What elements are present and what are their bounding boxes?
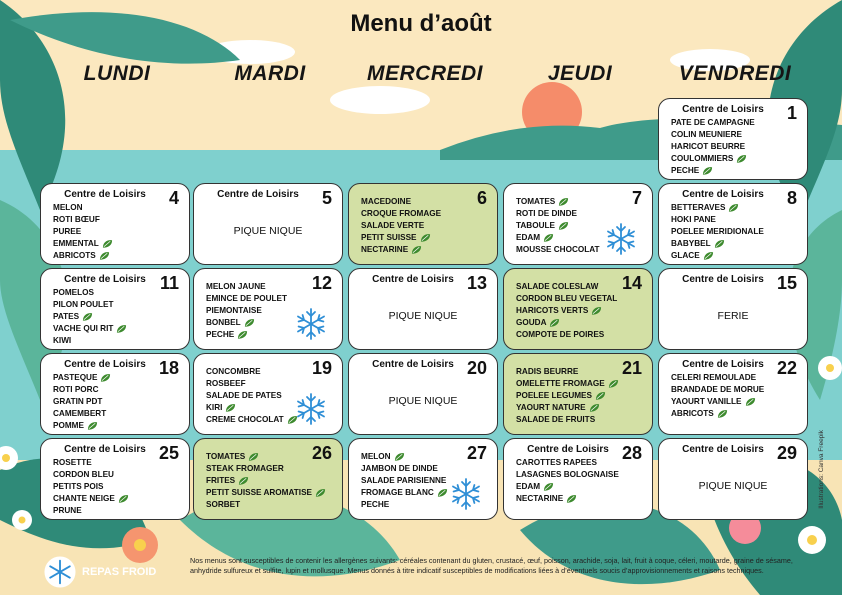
snowflake-icon: [604, 222, 638, 256]
day-card-11: [40, 268, 190, 350]
menu-item: [206, 402, 298, 414]
menu-item: [206, 305, 287, 317]
leaf-icon: [566, 494, 577, 504]
menu-item-text: SALADE DE FRUITS: [516, 415, 596, 424]
menu-list: [361, 196, 441, 256]
menu-item: [206, 499, 326, 511]
menu-item-text: SALADE VERTE: [361, 221, 425, 230]
menu-item-text: PECHE: [206, 330, 235, 339]
menu-item-text: MOUSSE CHOCOLAT: [516, 245, 600, 254]
day-number: 7: [631, 188, 642, 208]
day-header-tuesday: MARDI: [234, 62, 306, 85]
leaf-icon: [589, 403, 600, 413]
menu-item: [516, 329, 617, 341]
centre-de-loisirs-label: Centre de Loisirs: [372, 359, 454, 370]
special-label: PIQUE NIQUE: [388, 395, 458, 407]
menu-list: [516, 366, 619, 426]
menu-item: [671, 153, 755, 165]
menu-list: [516, 281, 617, 341]
menu-item-text: PECHE: [671, 166, 700, 175]
menu-item-text: CORDON BLEU: [53, 470, 114, 479]
menu-item-text: OMELETTE FROMAGE: [516, 379, 605, 388]
menu-item: [53, 408, 111, 420]
menu-item-text: CREME CHOCOLAT: [206, 415, 284, 424]
day-number: 4: [168, 188, 179, 208]
leaf-icon: [608, 379, 619, 389]
menu-item: [516, 208, 600, 220]
menu-item: [53, 226, 113, 238]
menu-item-text: PASTEQUE: [53, 373, 98, 382]
leaf-icon: [543, 482, 554, 492]
menu-item-text: CHANTE NEIGE: [53, 494, 115, 503]
menu-item-text: EDAM: [516, 482, 541, 491]
day-card-21: [503, 353, 653, 435]
menu-item-text: EMMENTAL: [53, 239, 99, 248]
leaf-icon: [99, 251, 110, 261]
leaf-icon: [703, 251, 714, 261]
menu-item: [516, 317, 617, 329]
leaf-icon: [728, 203, 739, 213]
menu-item-text: PILON POULET: [53, 300, 114, 309]
menu-item-text: HOKI PANE: [671, 215, 716, 224]
centre-de-loisirs-label: Centre de Loisirs: [64, 444, 146, 455]
menu-item-text: JAMBON DE DINDE: [361, 464, 438, 473]
leaf-icon: [558, 197, 569, 207]
menu-item: [516, 469, 619, 481]
menu-item-text: COMPOTE DE POIRES: [516, 330, 605, 339]
menu-item-text: COLIN MEUNIERE: [671, 130, 742, 139]
menu-item-text: PETITS POIS: [53, 482, 104, 491]
menu-item-text: ROTI BŒUF: [53, 215, 100, 224]
day-number: 25: [158, 443, 179, 463]
menu-item-text: MACEDOINE: [361, 197, 412, 206]
menu-item: [206, 414, 298, 426]
centre-de-loisirs-label: Centre de Loisirs: [64, 189, 146, 200]
day-number: 12: [311, 273, 332, 293]
menu-item-text: PETIT SUISSE: [361, 233, 417, 242]
menu-item-text: FROMAGE BLANC: [361, 488, 434, 497]
day-card-8: [658, 183, 808, 265]
legend-label: REPAS FROID: [82, 566, 157, 578]
snowflake-icon: [294, 307, 328, 341]
menu-item: [361, 244, 441, 256]
day-number: 27: [466, 443, 487, 463]
menu-item: [53, 202, 113, 214]
menu-item-text: RADIS BEURRE: [516, 367, 579, 376]
menu-list: [516, 196, 600, 256]
day-number: 13: [466, 273, 487, 293]
day-number: 18: [158, 358, 179, 378]
day-card-20: [348, 353, 498, 435]
menu-item: [671, 214, 764, 226]
menu-list: [361, 451, 448, 511]
day-card-22: [658, 353, 808, 435]
menu-item: [671, 384, 764, 396]
leaf-icon: [225, 403, 236, 413]
menu-item-text: CAROTTES RAPEES: [516, 458, 597, 467]
centre-de-loisirs-label: Centre de Loisirs: [682, 189, 764, 200]
menu-item: [53, 323, 127, 335]
menu-item: [53, 420, 111, 432]
menu-list: [53, 457, 129, 517]
menu-item-text: EDAM: [516, 233, 541, 242]
leaf-icon: [595, 391, 606, 401]
day-card-12: [193, 268, 343, 350]
menu-item: [206, 390, 298, 402]
menu-item: [516, 481, 619, 493]
menu-list: [671, 202, 764, 262]
legend: [44, 556, 156, 588]
centre-de-loisirs-label: Centre de Loisirs: [682, 274, 764, 285]
day-number: 14: [621, 273, 642, 293]
snowflake-icon: [44, 556, 76, 588]
menu-item-text: STEAK FROMAGER: [206, 464, 284, 473]
menu-item: [516, 366, 619, 378]
menu-item-text: NECTARINE: [516, 494, 564, 503]
menu-item: [206, 366, 298, 378]
menu-item-text: ROTI PORC: [53, 385, 99, 394]
menu-item-text: MELON: [53, 203, 83, 212]
menu-item-text: KIRI: [206, 403, 223, 412]
menu-item-text: YAOURT VANILLE: [671, 397, 742, 406]
leaf-icon: [714, 239, 725, 249]
menu-item: [671, 226, 764, 238]
menu-list: [53, 202, 113, 262]
day-number: 20: [466, 358, 487, 378]
menu-item: [516, 402, 619, 414]
centre-de-loisirs-label: Centre de Loisirs: [64, 274, 146, 285]
special-label: PIQUE NIQUE: [388, 310, 458, 322]
leaf-icon: [543, 233, 554, 243]
page-title: Menu d’août: [350, 10, 492, 37]
menu-item: [516, 232, 600, 244]
menu-item: [671, 165, 755, 177]
menu-item: [53, 481, 129, 493]
leaf-icon: [717, 409, 728, 419]
day-header-wednesday: MERCREDI: [366, 62, 483, 85]
leaf-icon: [394, 452, 405, 462]
menu-list: [206, 366, 298, 426]
day-card-1: [658, 98, 808, 180]
menu-item: [671, 117, 755, 129]
menu-item: [53, 457, 129, 469]
menu-item: [206, 451, 326, 463]
snowflake-icon: [449, 477, 483, 511]
day-card-18: [40, 353, 190, 435]
leaf-icon: [244, 318, 255, 328]
day-card-19: [193, 353, 343, 435]
menu-item: [53, 214, 113, 226]
leaf-icon: [87, 421, 98, 431]
menu-item-text: PECHE: [361, 500, 390, 509]
day-number: 8: [786, 188, 797, 208]
day-number: 19: [311, 358, 332, 378]
menu-item: [53, 287, 127, 299]
allergen-footnote: Nos menus sont susceptibles de contenir les allergènes suivants: céréales contenant du gluten, crustacé, œuf, poisson, arachide, soja, lait, fruit à coque, céleri, moutarde, graine de sésame, anhydride sulfureux et sulfite, lupin et mollusque. Menus donnés à titre indicatif susceptibles de modifications liées à d’éventuels soucis d’approvisionnements et raisons techniques.: [190, 556, 793, 575]
menu-item: [671, 141, 755, 153]
menu-item: [53, 372, 111, 384]
leaf-icon: [100, 373, 111, 383]
menu-item: [516, 305, 617, 317]
leaf-icon: [116, 324, 127, 334]
menu-item: [516, 414, 619, 426]
leaf-icon: [315, 488, 326, 498]
menu-item: [53, 238, 113, 250]
menu-item-text: SALADE COLESLAW: [516, 282, 599, 291]
day-header-monday: LUNDI: [83, 62, 151, 85]
menu-item-text: TOMATES: [206, 452, 246, 461]
menu-item: [516, 244, 600, 256]
day-number: 28: [621, 443, 642, 463]
menu-item-text: PATES: [53, 312, 80, 321]
menu-list: [671, 372, 764, 420]
day-number: 26: [311, 443, 332, 463]
menu-item: [53, 250, 113, 262]
day-number: 5: [321, 188, 332, 208]
menu-item: [671, 408, 764, 420]
menu-item: [516, 378, 619, 390]
menu-item: [53, 396, 111, 408]
menu-item: [671, 202, 764, 214]
menu-item: [361, 196, 441, 208]
menu-item-text: CORDON BLEU VEGETAL: [516, 294, 618, 303]
menu-item-text: LASAGNES BOLOGNAISE: [516, 470, 619, 479]
menu-item-text: GOUDA: [516, 318, 547, 327]
menu-item: [53, 311, 127, 323]
day-card-5: [193, 183, 343, 265]
day-number: 1: [786, 103, 797, 123]
centre-de-loisirs-label: Centre de Loisirs: [682, 104, 764, 115]
centre-de-loisirs-label: Centre de Loisirs: [217, 189, 299, 200]
centre-de-loisirs-label: Centre de Loisirs: [372, 274, 454, 285]
centre-de-loisirs-label: Centre de Loisirs: [682, 444, 764, 455]
menu-list: [516, 457, 619, 505]
menu-item: [361, 232, 441, 244]
menu-item-text: TABOULE: [516, 221, 555, 230]
menu-item-text: SORBET: [206, 500, 241, 509]
day-card-27: [348, 438, 498, 520]
menu-item: [206, 281, 287, 293]
menu-item-text: COULOMMIERS: [671, 154, 734, 163]
menu-item: [206, 378, 298, 390]
menu-item-text: BRANDADE DE MORUE: [671, 385, 765, 394]
day-card-26: [193, 438, 343, 520]
menu-item-text: PRUNE: [53, 506, 82, 515]
menu-item: [516, 293, 617, 305]
menu-item-text: PETIT SUISSE AROMATISE: [206, 488, 312, 497]
leaf-icon: [102, 239, 113, 249]
leaf-icon: [549, 318, 560, 328]
centre-de-loisirs-label: Centre de Loisirs: [64, 359, 146, 370]
day-number: 21: [621, 358, 642, 378]
menu-list: [671, 117, 755, 177]
menu-item: [516, 196, 600, 208]
menu-item: [206, 317, 287, 329]
leaf-icon: [238, 476, 249, 486]
special-label: PIQUE NIQUE: [698, 480, 768, 492]
day-number: 22: [776, 358, 797, 378]
menu-item-text: PUREE: [53, 227, 82, 236]
menu-item-text: BABYBEL: [671, 239, 711, 248]
menu-item-text: BETTERAVES: [671, 203, 726, 212]
menu-item-text: POMELOS: [53, 288, 94, 297]
day-card-15: [658, 268, 808, 350]
menu-item-text: YAOURT NATURE: [516, 403, 586, 412]
menu-item: [516, 281, 617, 293]
day-card-13: [348, 268, 498, 350]
menu-item-text: ABRICOTS: [53, 251, 96, 260]
menu-item-text: CROQUE FROMAGE: [361, 209, 442, 218]
day-card-14: [503, 268, 653, 350]
day-card-4: [40, 183, 190, 265]
menu-item: [53, 384, 111, 396]
menu-item-text: HARICOT BEURRE: [671, 142, 746, 151]
special-label: PIQUE NIQUE: [233, 225, 303, 237]
menu-item: [671, 129, 755, 141]
menu-item: [671, 372, 764, 384]
menu-item-text: BONBEL: [206, 318, 241, 327]
day-card-28: [503, 438, 653, 520]
menu-item-text: PIEMONTAISE: [206, 306, 262, 315]
menu-item-text: ABRICOTS: [671, 409, 714, 418]
leaf-icon: [411, 245, 422, 255]
day-card-6: [348, 183, 498, 265]
day-header-thursday: JEUDI: [547, 62, 613, 85]
menu-item-text: MELON JAUNE: [206, 282, 266, 291]
menu-item: [53, 505, 129, 517]
menu-item-text: GLACE: [671, 251, 700, 260]
menu-item: [53, 493, 129, 505]
menu-item: [361, 487, 448, 499]
day-card-25: [40, 438, 190, 520]
day-number: 15: [776, 273, 797, 293]
snowflake-icon: [294, 392, 328, 426]
day-card-7: [503, 183, 653, 265]
day-number: 11: [159, 273, 179, 293]
menu-item: [516, 390, 619, 402]
menu-item: [53, 299, 127, 311]
menu-item: [206, 463, 326, 475]
menu-item: [671, 396, 764, 408]
menu-item: [361, 208, 441, 220]
special-label: FERIE: [717, 310, 749, 322]
leaf-icon: [736, 154, 747, 164]
menu-list: [206, 451, 326, 511]
menu-item-text: VACHE QUI RIT: [53, 324, 114, 333]
menu-list: [206, 281, 287, 341]
menu-item: [53, 469, 129, 481]
menu-item: [361, 475, 448, 487]
menu-item: [206, 293, 287, 305]
day-number: 6: [476, 188, 487, 208]
leaf-icon: [591, 306, 602, 316]
menu-item-text: KIWI: [53, 336, 72, 345]
leaf-icon: [237, 330, 248, 340]
menu-item-text: ROSETTE: [53, 458, 92, 467]
menu-item-text: ROTI DE DINDE: [516, 209, 577, 218]
menu-item: [361, 463, 448, 475]
menu-item-text: NECTARINE: [361, 245, 409, 254]
day-header-friday: VENDREDI: [678, 62, 792, 85]
menu-item: [361, 499, 448, 511]
menu-item-text: CAMEMBERT: [53, 409, 107, 418]
leaf-icon: [248, 452, 259, 462]
menu-item: [516, 220, 600, 232]
menu-list: [53, 287, 127, 347]
menu-item-text: SALADE DE PATES: [206, 391, 282, 400]
menu-item-text: PATE DE CAMPAGNE: [671, 118, 755, 127]
menu-item-text: SALADE PARISIENNE: [361, 476, 447, 485]
menu-item-text: FRITES: [206, 476, 236, 485]
day-card-29: [658, 438, 808, 520]
menu-item: [516, 457, 619, 469]
menu-item: [361, 451, 448, 463]
leaf-icon: [745, 397, 756, 407]
menu-item-text: TOMATES: [516, 197, 556, 206]
leaf-icon: [558, 221, 569, 231]
menu-item-text: EMINCE DE POULET: [206, 294, 287, 303]
menu-item: [206, 475, 326, 487]
leaf-icon: [118, 494, 129, 504]
menu-item: [53, 335, 127, 347]
day-number: 29: [776, 443, 797, 463]
menu-item: [671, 238, 764, 250]
menu-item-text: GRATIN PDT: [53, 397, 103, 406]
illustration-credit: Illustrations: Canva Freepik: [818, 430, 825, 509]
menu-item-text: POELEE MERIDIONALE: [671, 227, 764, 236]
menu-item: [361, 220, 441, 232]
leaf-icon: [702, 166, 713, 176]
menu-item-text: POELEE LEGUMES: [516, 391, 592, 400]
menu-item-text: HARICOTS VERTS: [516, 306, 589, 315]
menu-item: [206, 329, 287, 341]
centre-de-loisirs-label: Centre de Loisirs: [682, 359, 764, 370]
menu-item: [516, 493, 619, 505]
menu-item: [671, 250, 764, 262]
menu-item: [206, 487, 326, 499]
menu-item-text: CELERI REMOULADE: [671, 373, 757, 382]
leaf-icon: [437, 488, 448, 498]
leaf-icon: [82, 312, 93, 322]
menu-item-text: CONCOMBRE: [206, 367, 261, 376]
menu-item-text: ROSBEEF: [206, 379, 246, 388]
menu-item-text: MELON: [361, 452, 391, 461]
menu-list: [53, 372, 111, 432]
centre-de-loisirs-label: Centre de Loisirs: [527, 444, 609, 455]
menu-item-text: POMME: [53, 421, 84, 430]
leaf-icon: [420, 233, 431, 243]
